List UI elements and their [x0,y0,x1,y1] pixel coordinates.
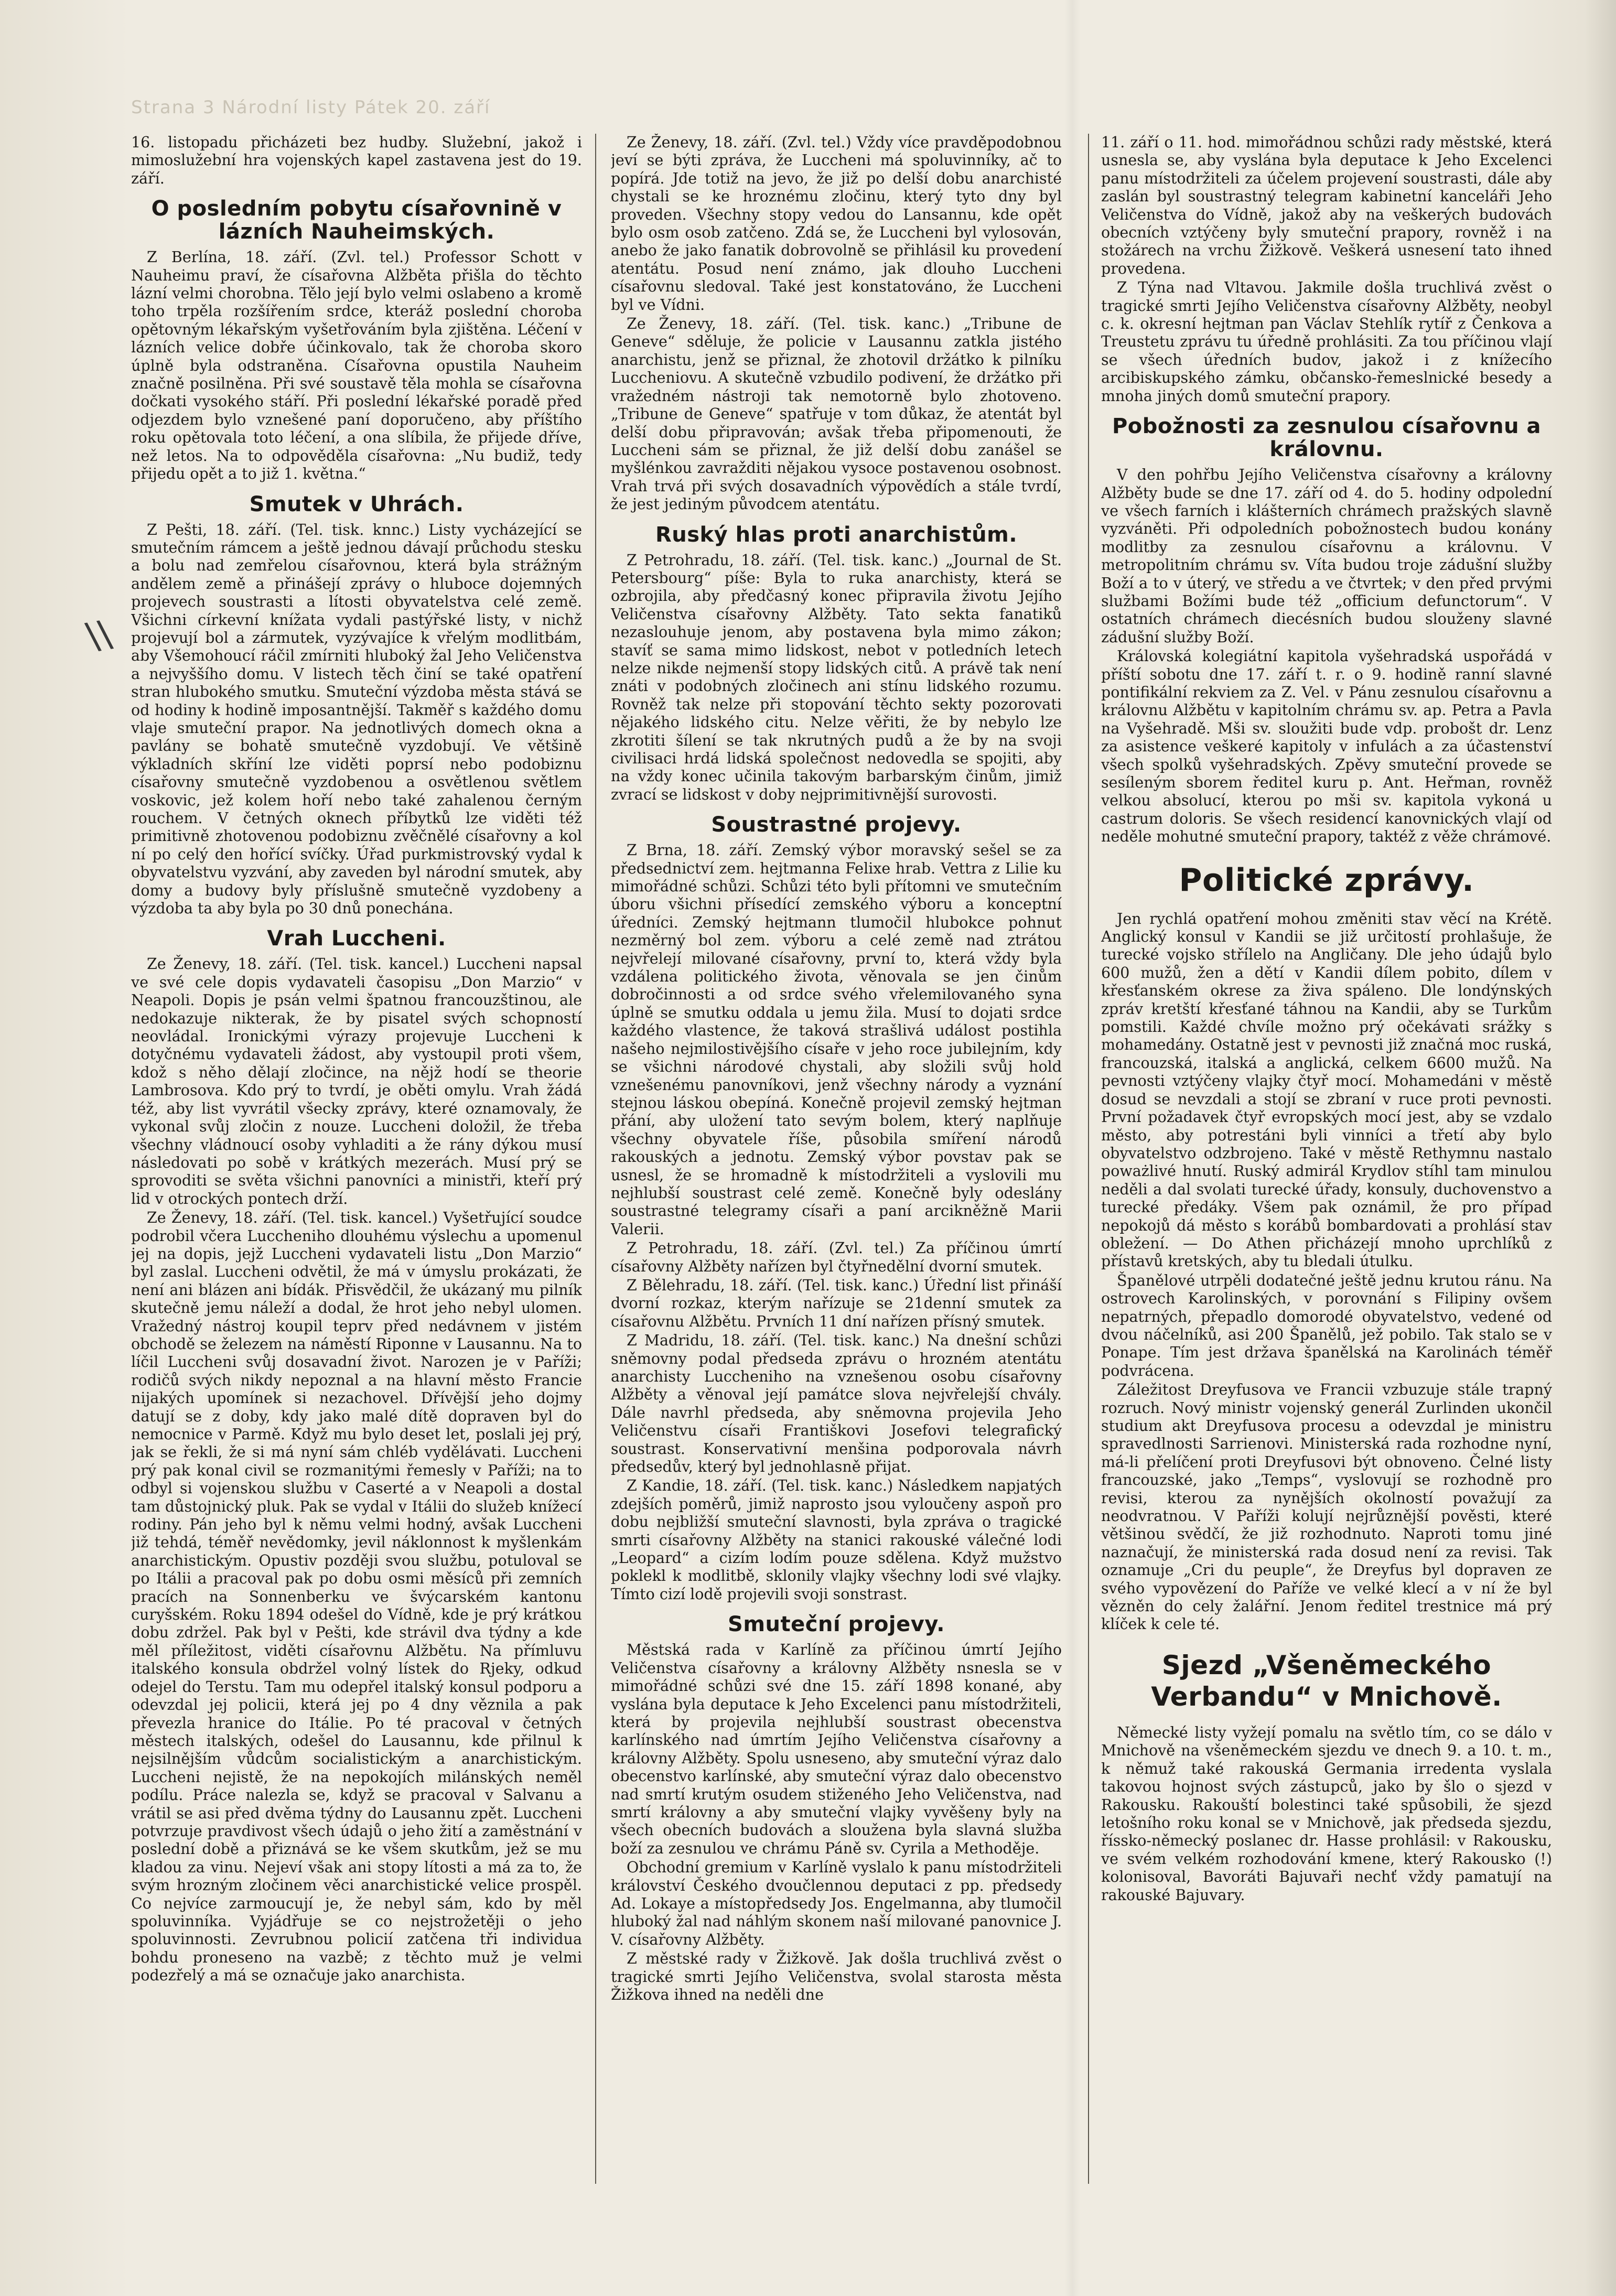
article-paragraph: Záležitost Dreyfusova ve Francii vzbuzuje stále trapný rozruch. Nový ministr vojenský generál Zurlinden ukončil studium akt Dreyfusova procesu a odevzdal je ministru spravedlnosti Sarrienovi. Ministerská rada rozhodne nyní, má-li přelíčení proti Dreyfusovi být obnoveno. Čelné listy francouzské, jako „Temps“, vyslovují se rozhodně pro revisi, kterou za nynějších okolností považují za neodvratnou. V Paříži kolují nejrůznější pověsti, které většinou svědčí, že již rozhodnuto. Naproti tomu jiné naznačují, že ministerská rada dosud není za revisi. Tak oznamuje „Cri du peuple“, že Dreyfus byl dopraven ze svého vypovězení do Paříže ve velké klecí a v ní že byl vězněn do cely žalářní. Jenom ředitel trestnice má prý klíček k cele té. [1101,1381,1552,1633]
headline-poboznosti: Pobožnosti za zesnulou císařovnu a královnu. [1112,414,1542,462]
column-1 [131,134,582,2184]
article-paragraph: Ze Ženevy, 18. září. (Tel. tisk. kancel.) Vyšetřující soudce podrobil včera Lucchenihо dlouhému výslechu a upomenul jej na dopis, jejž Luccheni vydavateli listu „Don Marzio“ byl zaslal. Luccheni odvětil, že má v úmyslu prokázati, že není ani blázen ani bídák. Přisvědčil, že ukázaný mu pilník skutečně jemu náleží a dodal, že hrot jeho nebyl ulomen. Vražedný nástroj koupil teprv před nedávnem v jistém obchodě se železem na náměstí Riponne v Lausannu. Na to líčil Luccheni svůj dosavadní život. Narozen je v Paříži; rodičů svých nikdy nepoznal a na hlavní město Francie nijakých upomínek si nezachovel. Dřívější jeho dojmy datují se z doby, kdy jako malé dítě dopraven byl do nemocnice v Parmě. Když mu bylo deset let, poslali jej prý, jak se řekli, že si má nyní sám chléb vydělávati. Luccheni prý pak konal civil se rozmanitými řemesly v Paříži; na to odbyl si vojenskou službu v Caserté a v Neapoli a dostal tam důstojnický pluk. Pak se vydal v Itálii do služeb knížecí rodiny. Pán jeho byl k němu velmi hodný, avšak Luccheni již tehdá, téměř nevědomky, jevil náklonnost k myšlenkám anarchistickým. Opustiv později svou službu, potuloval se po Itálii a pracoval pak po dobu osmi měsíců při zemních pracích na Sonnenberku ve švýcarském kantonu curyšském. Roku 1894 odešel do Vídně, kde je prý krátkou dobu zdržel. Pak byl v Pešti, kde strávil dva týdny a kde měl příležitost, viděti císařovnu Alžbětu. Na přímluvu italského konsula obdržel volný lístek do Rjeky, odkud odejel do Terstu. Tam mu odepřel italský konsul podporu a odevzdal jej policii, která jej po 4 dny věznila a pak převezla hranice do Itálie. Po té pracoval v četných městech italských, odešel do Lausannu, kde přilnul k nejsilnějším vůdcům socialistickým a anarchistickým. Luccheni nejistě, že na nepokojích milánských neměl podílu. Práce nalezla se, když se pracoval v Salvanu a vrátil se asi před dvěma týdny do Lausannu zpět. Luccheni potvrzuje pravdivost všech údajů o jeho žití a zaměstnání v poslední době a přiznává se ke všem skutkům, jež se mu kladou za vinu. Nejeví však ani stopy lítosti a má za to, že svým hrozným zločinem věci anarchistické velice prospěl. Co nejvíce zarmoucují je, že nebyl sám, kdo by měl spoluvinníka. Vyjádřuje se co nejstrožetěji o jeho spoluvinnosti. Zevrubnou policií zatčena tři individua bohdu proneseno na vazbě; z těchto muž je velmi podezřelý a má se označuje jako anarchista. [131,1209,582,1985]
column-rule-2 [1088,134,1089,2184]
headline-sjezd-verbandu: Sjezd „Všeněmeckého Verbandu“ v Mnichově. [1151,1650,1502,1712]
headline-nauheim: O posledním pobytu císařovnině v lázních Nauheimských. [151,197,562,244]
article-paragraph: Z Týna nad Vltavou. Jakmile došla truchlivá zvěst o tragické smrti Jejího Veličenstva císařovny Alžběty, neobyl c. k. okresní hejtman pan Václav Stehlík rytíř z Čenkova a Treustetu zprávu tu úředně prohlásiti. Za tou příčinou vlají se všech úředních budov, jakož i z knížecího arcibiskupského zámku, občansko-řemeslnické besedy a mnoha jiných domů smuteční prapory. [1101,279,1552,405]
article-paragraph: Městská rada v Karlíně za příčinou úmrtí Jejího Veličenstva císařovny a královny Alžběty nsnesla se v mimořádné schůzi své dne 15. září 1898 konané, aby vyslána byla deputace k Jeho Excelenci panu místodržiteli, která by projevila nejhlubší soustrast obecenstva karlínského nad úmrtím Jejího Veličenstva císařovny a královny Alžběty. Spolu usneseno, aby smuteční výraz dalo obecenstvo karlínské, aby smuteční výraz dalo obecenstvo nad smrtí krutým osudem stiženého Jeho Veličenstva, nad smrtí královny a aby smuteční vlajky vyvěšeny byly na všech obecních budovách a sloužena byla slavná služba boží za zesnulou ve chrámu Páně sv. Cyrila a Methoděje. [611,1641,1062,1857]
page-fold [1064,0,1080,2296]
article-paragraph: Německé listy vyžejí pomalu na světlo tím, co se dálo v Mnichově na všeněmeckém sjezdu ve dnech 9. a 10. t. m., k němuž také rakouská Germania irredenta vyslala takovou hojnost svých zástupců, jako by šlo o sjezd v Rakousku. Rakouští bolestinci také spůsobili, že sjezd letošního roku konal se v Mnichově, jak předseda sjezdu, říssko-německý poslanec dr. Hasse prohlásil: v Rakousku, ve svém velkém rozhodování kmene, který Rakousko (!) kolonisoval, Bavoráti Bajuvaři nechť vždy pamatují na rakouské Bajuvary. [1101,1723,1552,1904]
article-paragraph: Z Petrohradu, 18. září. (Zvl. tel.) Za příčinou úmrtí císařovny Alžběty nařízen byl čtyřnedělní dvorní smutek. [611,1239,1062,1275]
headline-smutek-v-uhrach: Smutek v Uhrách. [249,492,464,516]
article-paragraph: Z Berlína, 18. září. (Zvl. tel.) Professor Schott v Nauheimu praví, že císařovna Alžběta přišla do těchto lázní velmi chorobna. Tělo její bylo velmi oslabeno a kromě toho trpěla rozšířením srdce, kteráž poslední choroba opětovným lékařským vyšetřováním byla zjištěna. Léčení v lázních velice dobře účinkovalo, tak že choroba skoro úplně byla odstraněna. Císařovna opustila Nauheim značně posilněna. Při své soustavě těla mohla se císařovna dočkati vysokého stáří. Při poslední lékařské poradě před odjezdem bylo vznešené paní doporučeno, aby příštího roku opětovala toto léčení, a ona slíbila, že přijede dříve, než letos. Na to odpověděla císařovna: „Nu budiž, tedy přijedu opět a to již 1. května.“ [131,249,582,483]
headline-politicke-zpravy: Politické zprávy. [1179,861,1474,899]
article-paragraph: Královská kolegiátní kapitola vyšehradská uspořádá v příští sobotu dne 17. září t. r. o 9. hodině ranní slavné pontifikální rekviem za Z. Vel. v Pánu zesnulou císařovnu a královnu Alžbětu v kapitolním chrámu sv. ap. Petra a Pavla na Vyšehradě. Mši sv. sloužiti bude vdp. probošt dr. Lenz za asistence veškeré kapitoly v infulách a za účastenství všech spolků vyšehradských. Zpěvy smuteční provede se sesíleným sborem ředitel kuru p. Ant. Heřman, rovněž velkou absolucí, kterou po mši sv. kapitola vykoná u castrum doloris. Se všech residencí kanovnických vlají od nedělе mohutné smuteční prapory, taktéž z věže chrámové. [1101,648,1552,846]
article-paragraph: 16. listopadu přicházeti bez hudby. Služební, jakož i mimoslužební hra vojenských kapel zastavena jest do 19. září. [131,134,582,187]
handwritten-margin-mark: \\ [83,611,115,659]
page-header-bleed: Strana 3 Národní listy Pátek 20. září [131,97,491,118]
article-paragraph: Španělové utrpěli dodatečné ještě jednu krutou ránu. Na ostrovech Karolinských, v porovnání s Filipiny ovšem nepatrných, přepadlo domorodé obyvatelstvo, vedené od dvou náčelníků, asi 200 Španělů, jež pobilo. Tak stalo se v Ponape. Tím jest državа španělská na Karolinách téměř podvrácena. [1101,1271,1552,1379]
article-paragraph: V den pohřbu Jejího Veličenstva císařovny a královny Alžběty bude se dne 17. září od 4. do 5. hodiny odpolední ve všech farních i klášterních chrámech pražských slavně vyzváněti. Při odpoledních pobožnostech budou konány modlitby za zesnulou císařovnu a královnu. V metropolitním chrámu sv. Víta budou troje zádušní služby Boží a to v úterý, ve středu a ve čtvrtek; v den před prvými službami Božími bude též „officium defunctorum“. V ostatních chrámech diecésních budou slouženy slavné zádušní služby Boží. [1101,466,1552,646]
article-paragraph: Z Brna, 18. září. Zemský výbor moravský sešel se za předsednictví zem. hejtmanna Felixe hrab. Vettra z Lilie ku mimořádné schůzi. Schůzi této byli přítomni ve smutečním úboru všichni přísedící zemského výboru a konceptní úředníci. Zemský hejtmann tlumočil hlubokce pohnut nezměrný bol zem. výboru a celé země nad ztrátou nejvřelejí milované císařovny, první to, která vždy byla vzdálena politického života, věnovala se jen činům dobročinnosti a od srdce svého vřelemilovaného syna úplně se smutku oddala u jemu žila. Musí to dojati srdce každého vlastence, že taková strašlivá událost postihla našeho nejmilostivějšího císaře v jeho roce jubilejním, kdy se všichni národové chystali, aby složili svůj hold vznešenému panovníkovi, jenž všechny národy a vyznání stejnou láskou obepíná. Konečně projevil zemský hejtman přání, aby uložení tato sevým bolem, který naplňuje všechny obyvatele říše, působila smíření národů rakouských a jednotu. Zemský výbor povstav pak se usnesl, že se hromadně k místodržiteli a vyslovili mu nejhlubší soustrast celé země. Konečně byly odeslány soustrastné telegramy císaři a paní arcikněžně Marii Valerii. [611,842,1062,1238]
column-2 [611,134,1062,2184]
article-paragraph: Z Petrohradu, 18. září. (Tel. tisk. kanc.) „Journal de St. Petersbourg“ píše: Byla to ruka anarchisty, která se ozbrojila, aby předčasný konec připravila životu Jejího Veličenstva císařovny Alžběty. Tato sekta fanatiků nezaslouhuje jenom, aby postavena byla mimo zákon; stavíť se sama mimo lidskost, nebot v potledních letech nelze nikde nejmenší stopy lidských citů. A právě tak není znáti v podobných zločinech ani stínu lidského rozumu. Rovněž tak nelze při stopování těchto sekty pozorovati nějakého lidského citu. Nelze věřiti, že by nebylo lze zkrotiti šílení se tak nkrutných pudů a že by na svoji civilisaci hrdá lidská společnost nedovedla se spojiti, aby na vždy konec učinila takovým barbarským činům, jimiž zvrací se lidskost v doby nejprimitivnější surovosti. [611,551,1062,803]
headline-rusky-hlas: Ruský hlas proti anarchistům. [655,522,1018,547]
headline-vrah-luccheni: Vrah Luccheni. [267,926,446,951]
article-paragraph: 11. září o 11. hod. mimořádnou schůzi rady městské, která usnesla se, aby vyslána byla deputace k Jeho Excelenci panu místodržiteli za účelem projevení soustrasti, dále aby zaslán byl soustrastný telegram kabinetní kanceláři Jeho Veličenstva do Vídně, jakož aby na veškerých budovách obecních vztýčeny byly smuteční prapory, rovněž i na stožárech na vrchu Žižkově. Veškerá usnesení tato ihned provedena. [1101,134,1552,277]
article-paragraph: Jen rychlá opatření mohou změniti stav věcí na Krétě. Anglický konsul v Kandii se již určitostí prohlašuje, že turecké vojsko střílelo na Angličany. Dle jeho údajů bylo 600 mužů, žen a dětí v Kandii dílem pobito, dílem v křesťanském okrese za živa spáleno. Dle londýnských zpráv kretští křesťané táhnou na Kandii, aby se Turkům pomstili. Každé chvíle možno prý očekávati srážky s mohamedány. Ostatně jest v pevnosti již značná moc ruská, francouzská, italská a anglická, celkem 6600 mužů. Na pevnosti vztýčeny vlajky čtyř mocí. Mohamedáni v městě dosud se nevzdali a stojí se zbraní v ruce proti pevnosti. První požadavek čtyř evropských mocí jest, aby se vzdalo město, aby potrestáni byli vinníci a třetí aby bylo obyvatelstvo odzbrojeno. Také v městě Rethymnu nastalo poważlivé hnutí. Ruský admirál Krydlov stíhl tam minulou neděli a dal svolati turecké úřady, konsuly, duchovenstvo a turecké předáky. Všem pak oznámil, že pro případ nepokojů dá město s korábů bombardovati a prohlásí stav obležení. — Do Athen přicházejí mnoho uprchlíků z přístavů kretských, aby tu bledali útulku. [1101,910,1552,1270]
article-paragraph: Ze Ženevy, 18. září. (Tel. tisk. kanc.) „Tribune de Geneve“ sděluje, že policie v Lausannu zatkla jistého anarchistu, jenž se přiznal, že zhotovil držátko k pilníku Luccheniovu. A skutečně vzbudilo podivení, že držátko při vražedném nástroji tak nemotorně bylo zhotoveno. „Tribune de Geneve“ spatřuje v tom důkaz, že atentát byl delší dobu připravován; avšak třeba připomenouti, že Luccheni sám se přiznal, že již delší dobu zanášel se myšlénkou zavražditi nějakou vysoce postavenou osobnost. Vrah trvá při svých dosavadních výpovědích a stále tvrdí, že jest jediným původcem atentátu. [611,315,1062,513]
page-edge-shadow [1585,0,1616,2296]
article-paragraph: Ze Ženevy, 18. září. (Zvl. tel.) Vždy více pravděpodobnou jeví se býti zpráva, že Luccheni má spoluvinníky, ač to popírá. Jde totiž na jevo, že již po delší dobu anarchisté chystali se ke hroznému zločinu, který tyto dny byl proveden. Všechny stopy vedou do Lansannu, kde opět bylo osm osob zatčeno. Zdá se, že Luccheni byl vylosován, anebo že jako fanatik dobrovolně se přihlásil ku provedení atentátu. Posud není známo, jak dlouho Luccheni císařovnu sledoval. Také jest konstatováno, že Luccheni byl ve Vídni. [611,134,1062,314]
article-paragraph: Z městské rady v Žižkově. Jak došla truchlivá zvěst o tragické smrti Jejího Veličenstva, svolal starosta města Žižkova ihned na neděli dne [611,1950,1062,2003]
article-paragraph: Z Bělehradu, 18. září. (Tel. tisk. kanc.) Úřední list přináší dvorní rozkaz, kterým nařízuje se 21denní smutek za císařovnu Alžbětu. Prvních 11 dní nařízen přísný smutek. [611,1276,1062,1330]
article-paragraph: Ze Ženevy, 18. září. (Tel. tisk. kancel.) Luccheni napsal ve své cele dopis vydavateli časopisu „Don Marzio“ v Neapoli. Dopis je psán velmi špatnou francouzštinou, ale nedokazuje nikterak, že by pisatel svých schopností neovládal. Ironickými výrazy projevuje Luccheni k dotyčnému vydavateli žádost, aby vystoupil proti všem, kdož s něho dělají zločince, na nějž hodí se theorie Lambrosova. Kdo prý to tvrdí, je oběti omylu. Vrah žádá též, aby list vyvrátil všecky zprávy, které oznamovaly, že vykonal svůj zločin z nouze. Luccheni doložil, že třeba všechny vládnoucí osoby vyhladiti a že rány dýkou musí následovati po sobě v krátkých mezerách. Musí prý se sprovoditi se světa všichni panovníci a ministři, kteří prý lid v otrockých pontech drží. [131,955,582,1208]
headline-smutecni-projevy: Smuteční projevy. [728,1612,945,1637]
article-paragraph: Z Madridu, 18. září. (Tel. tisk. kanc.) Na dnešní schůzi sněmovny podal předseda zprávu o hrozném atentátu anarchisty Lucchenihо na vznešenou osobu císařovny Alžběty a věnoval její památce slova nejvřelejší chvály. Dále navrhl předseda, aby sněmovna projevila Jeho Veličenstvu císaři Františkovi Josefovi telegrafický soustrast. Konservativní menšina podporovala návrh předsedův, který byl jednohlasně přijat. [611,1332,1062,1476]
article-paragraph: Obchodní gremium v Karlíně vyslalo k panu místodržiteli království Českého dvoučlennou deputaci z pp. předsedy Ad. Lokaye a místopředsedy Jos. Engelmanna, aby tlumočil hluboký žal nad náhlým skonem naší milované panovnice J. V. císařovny Alžběty. [611,1859,1062,1948]
column-3 [1101,134,1552,2184]
article-paragraph: Z Kandie, 18. září. (Tel. tisk. kanc.) Následkem napjatých zdejších poměrů, jimiž naprosto jsou vyloučeny aspoň pro dobu nejbližší smuteční slavnosti, byla zpráva o tragické smrti císařovny Alžběty na stanici rakouské válečné lodi „Leopard“ a cizím lodím pouze sdělena. Když mužstvo poklekl k modlitbě, sklonily vlajky všechny lodi své vlajky. Tímto cizí lodě projevili svoji sonstrast. [611,1477,1062,1603]
column-rule-1 [595,134,596,2184]
article-paragraph: Z Pešti, 18. září. (Tel. tisk. knnc.) Listy vycházející se smutečním rámcem a ještě jednou dávají průchodu stesku a bolu nad zemřelou císařovnou, která byla strážným andělem země a přinášejí zprávy o hluboce dojemných projevech soustrasti a lítosti obyvatelstva celé země. Všichni církevní knížata vydali pastýřské listy, v nichž projevují bol a zármutek, vyzývajíce k vřelým modlitbám, aby Všemohoucí ráčil zmírniti hluboký žal Jeho Veličenstva a nejvyššího domu. V listech těch činí se také opatření stran hlubokého smutku. Smuteční výzdoba města stává se od hodiny k hodině imposantnější. Takměř s každého domu vlaje smuteční prapor. Na jednotlivých domech okna a pavlány se bohatě smutečně vyzdobují. Ve většině výkladních skříní lze viděti poprsí nebo podobiznu císařovny smutečně vyzdobenou a osvětlenou světlem voskovic, jež kolem hoří nebo také zahalenou černým rouchem. V četných oknech příbytků lze viděti též primitivně zhotovenou podobiznu zvěčnělé císařovny a kol ní po celý den hořící svíčky. Úřad purkmistrovský vydal k obyvatelstvu vyzvání, aby zaveden byl národní smutek, aby domy a budovy byly příslušně smutečně vyzdobeny a výzdoba ta aby byla po 30 dnů ponechána. [131,521,582,918]
headline-soustrastne-projevy: Soustrastné projevy. [711,813,962,837]
